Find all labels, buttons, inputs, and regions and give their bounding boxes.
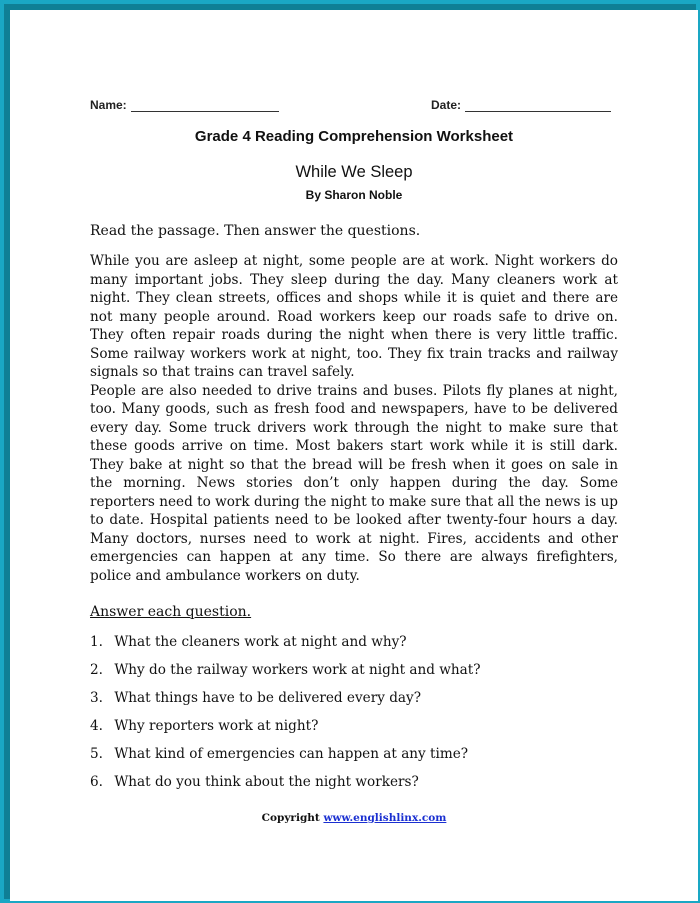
question-number: 4. — [90, 718, 103, 734]
passage-paragraph: While you are asleep at night, some people are at work. Night workers do many important jobs. They sleep during the day. Many cleaners work at night. They clean streets, offices and shops while it is quiet and there are not many people around. Road workers keep our roads safe to drive on. They often repair roads during the night when there is very little traffic. Some railway workers work at night, too. They fix train tracks and railway signals so that trains can travel safely. — [90, 253, 618, 380]
question-item — [90, 632, 481, 660]
question-item — [90, 688, 481, 716]
copyright-footer — [10, 812, 698, 824]
question-text: What things have to be delivered every day? — [114, 690, 421, 706]
question-text: Why reporters work at night? — [114, 718, 319, 734]
name-label: Name: — [90, 98, 127, 112]
question-number: 3. — [90, 690, 103, 706]
question-number: 1. — [90, 634, 103, 650]
date-blank-line[interactable] — [465, 99, 611, 112]
question-item — [90, 772, 481, 800]
copyright-label: Copyright — [261, 812, 320, 824]
reading-passage — [90, 252, 618, 585]
question-text: What do you think about the night workers? — [114, 774, 419, 790]
question-item — [90, 660, 481, 688]
question-number: 2. — [90, 662, 103, 678]
name-blank-line[interactable] — [131, 99, 279, 112]
question-list — [90, 632, 481, 800]
date-field — [431, 98, 611, 112]
worksheet-title: Grade 4 Reading Comprehension Worksheet — [194, 128, 514, 145]
passage-paragraph: People are also needed to drive trains and buses. Pilots fly planes at night, too. Many goods, such as fresh food and newspapers, have to be delivered every day. Some truck drivers work through the night to make sure that these goods arrive on time. Most bakers start work while it is still dark. They bake at night so that the bread will be fresh when it goes on sale in the morning. News stories don’t only happen during the day. Some reporters need to work during the night to make sure that all the news is up to date. Hospital patients need to be looked after twenty-four hours a day. Many doctors, nurses need to work at night. Fires, accidents and other emergencies can happen at any time. So there are always firefighters, police and ambulance workers on duty. — [90, 382, 618, 584]
instructions: Read the passage. Then answer the questions. — [90, 223, 421, 239]
question-item — [90, 744, 481, 772]
worksheet-page — [10, 10, 698, 901]
question-text: What kind of emergencies can happen at any time? — [114, 746, 469, 762]
questions-heading: Answer each question. — [90, 604, 252, 620]
question-text: What the cleaners work at night and why? — [114, 634, 407, 650]
date-label: Date: — [431, 98, 462, 112]
question-item — [90, 716, 481, 744]
name-field — [90, 98, 279, 112]
author-line: By Sharon Noble — [305, 188, 403, 202]
question-number: 6. — [90, 774, 103, 790]
website-link[interactable]: www.englishlinx.com — [323, 812, 447, 824]
story-title: While We Sleep — [295, 163, 413, 181]
question-text: Why do the railway workers work at night and what? — [114, 662, 481, 678]
question-number: 5. — [90, 746, 103, 762]
